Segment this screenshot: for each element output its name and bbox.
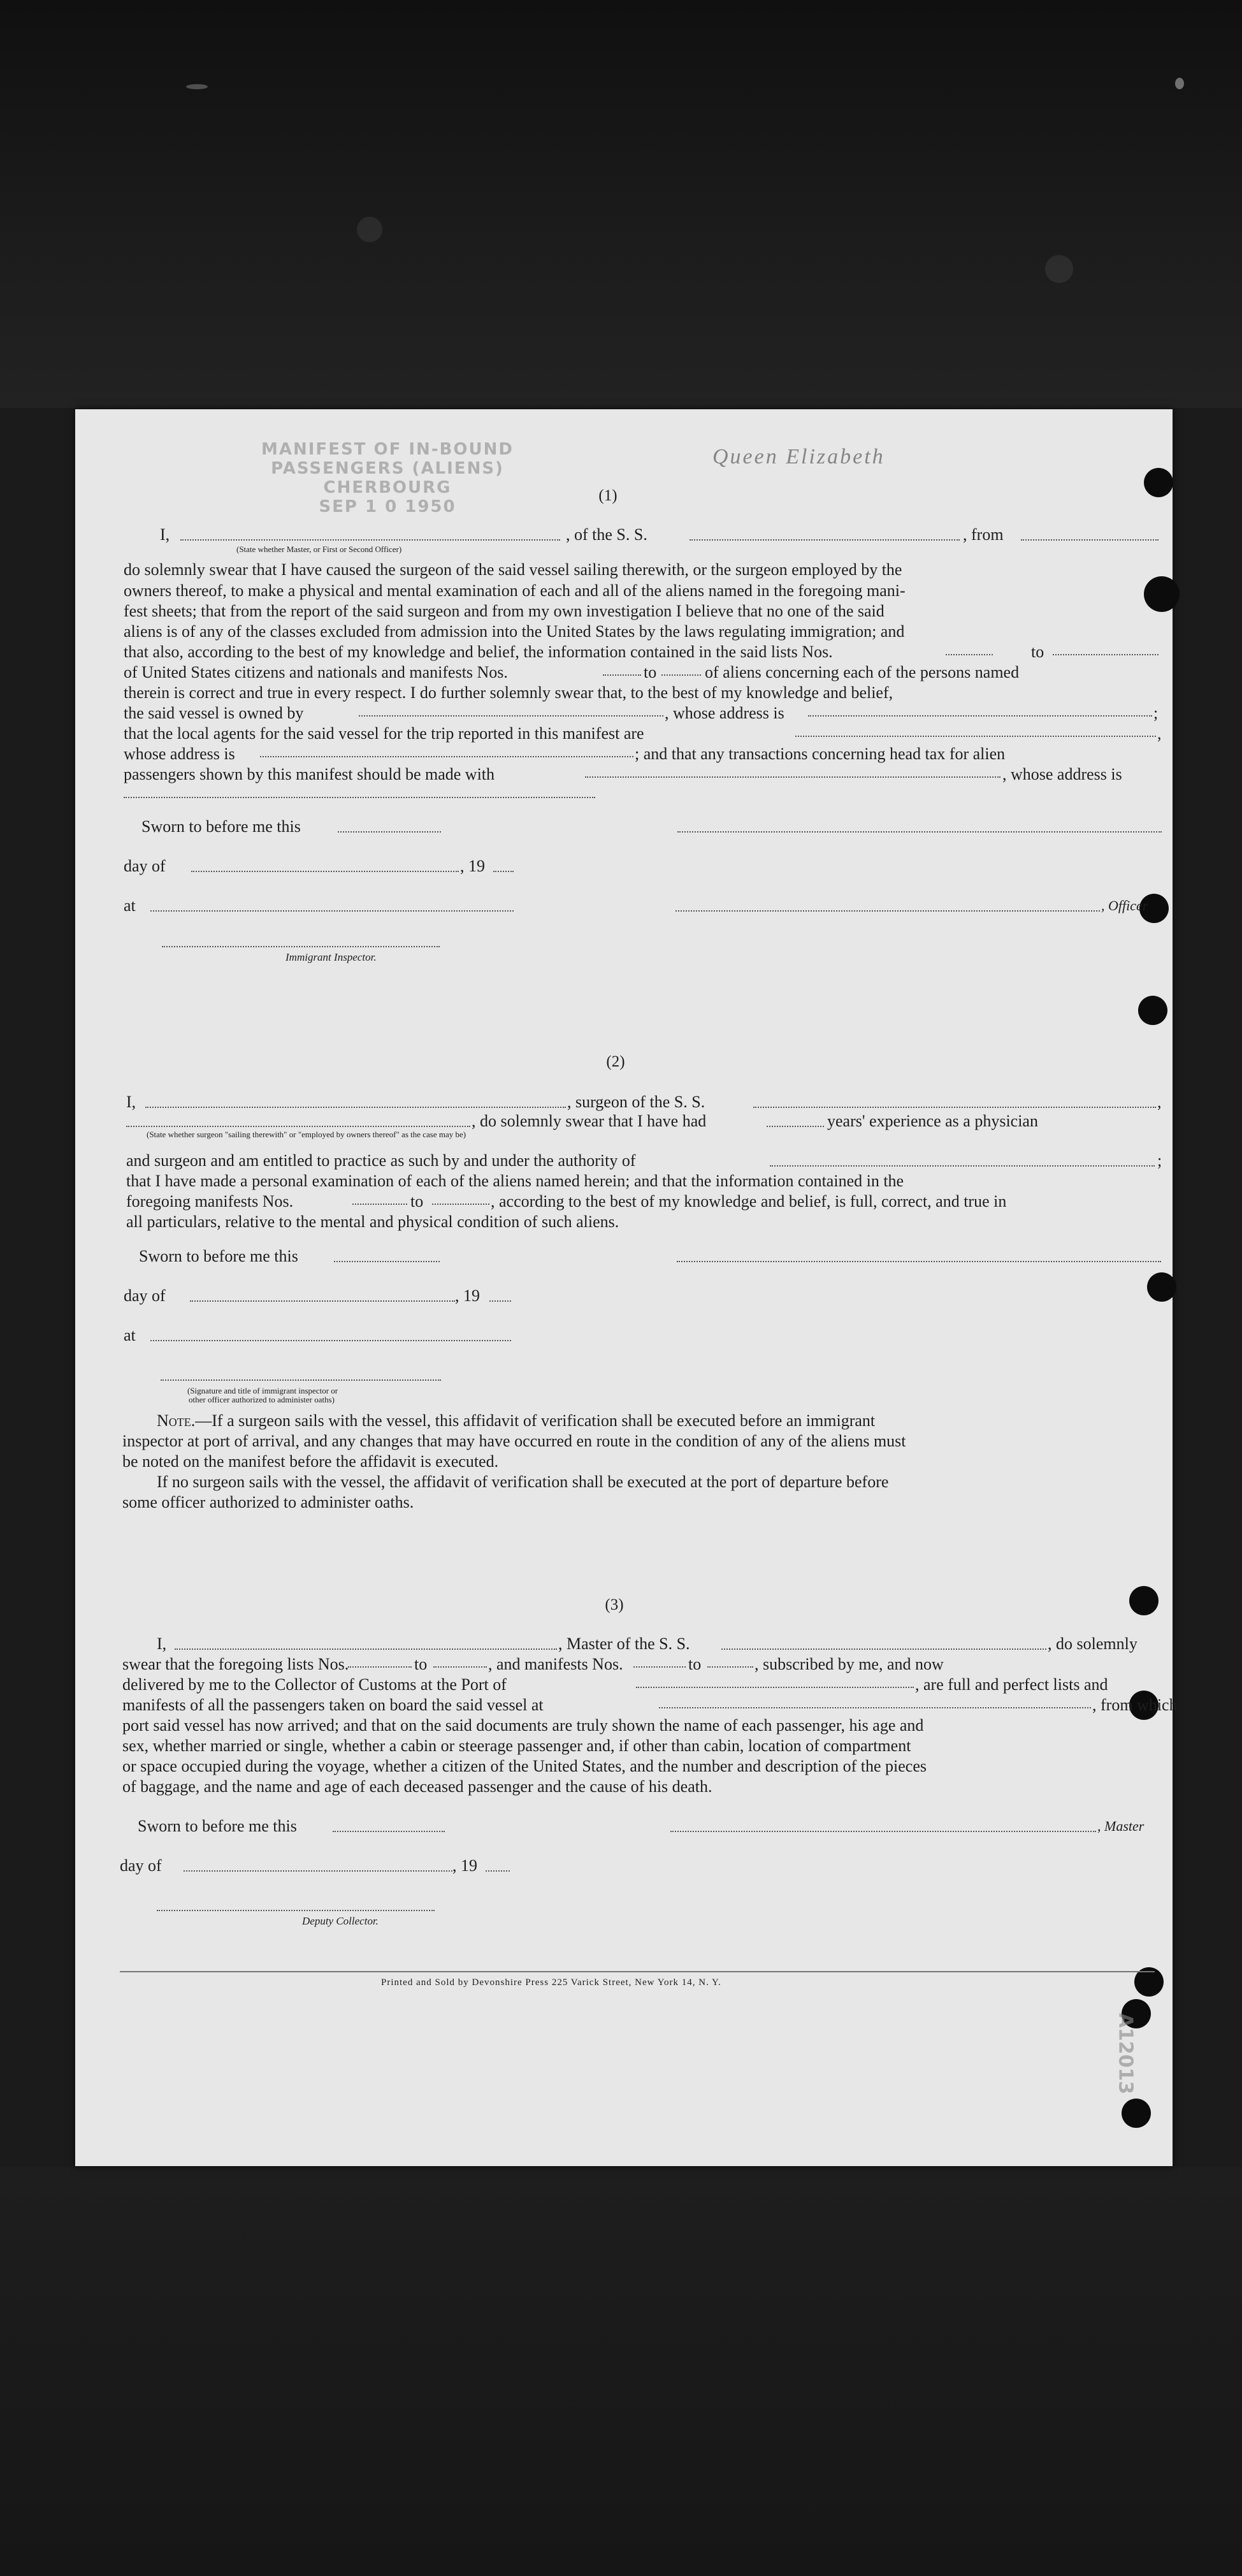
- s1-whose-address: , whose address is: [1002, 765, 1122, 783]
- punch-hole: [1144, 576, 1180, 612]
- s3-sworn: Sworn to before me this: [138, 1817, 297, 1835]
- s1-agents-field[interactable]: [795, 736, 1156, 737]
- s2-sig-caption: other officer authorized to administer oaths): [189, 1395, 335, 1404]
- document-page: [75, 409, 1178, 2166]
- s1-signature-field[interactable]: [677, 831, 1162, 833]
- s2-year-field[interactable]: [489, 1300, 511, 1302]
- s1-para-line: the said vessel is owned by: [124, 704, 304, 722]
- punch-hole: [1138, 996, 1167, 1025]
- handwritten-ship-name: Queen Elizabeth: [712, 445, 885, 469]
- s2-sworn: Sworn to before me this: [139, 1247, 298, 1265]
- s2-year: , 19: [455, 1286, 480, 1305]
- s1-para-line: therein is correct and true in every respect. I do further solemnly swear that, to the best of my knowledge and belief,: [124, 683, 893, 702]
- s1-headtax-field[interactable]: [585, 776, 1000, 778]
- s1-para-line: that the local agents for the said vessel for the trip reported in this manifest are: [124, 724, 644, 743]
- s1-para-line: aliens is of any of the classes excluded from admission into the United States by the laws regulating immigration; and: [124, 622, 905, 641]
- s3-year: , 19: [452, 1856, 477, 1875]
- film-speck: [1045, 255, 1073, 283]
- punch-hole: [1144, 468, 1173, 497]
- s3-line1-prefix: I,: [157, 1634, 167, 1653]
- s2-line4: that I have made a personal examination of each of the aliens named herein; and that the information contained in the: [126, 1172, 904, 1190]
- s3-line2d: to: [688, 1655, 702, 1673]
- s2-manifests-from-field[interactable]: [352, 1204, 407, 1205]
- s1-whose-address: , whose address is: [665, 704, 784, 722]
- section-1-number: (1): [598, 487, 617, 504]
- s2-day-of: day of: [124, 1286, 166, 1305]
- s3-ship-field[interactable]: [721, 1648, 1046, 1650]
- s3-port-field[interactable]: [636, 1687, 914, 1688]
- manifest-stamp: [222, 440, 553, 516]
- s1-manifests-to-field[interactable]: [661, 674, 701, 676]
- s3-lists-from-field[interactable]: [348, 1666, 412, 1668]
- s1-line1-mid: , of the S. S.: [566, 525, 647, 544]
- s1-officer-field[interactable]: [180, 539, 560, 541]
- s2-line5c: , according to the best of my knowledge and belief, is full, correct, and true in: [491, 1192, 1007, 1211]
- s2-line5a: foregoing manifests Nos.: [126, 1192, 294, 1211]
- s2-ship-field[interactable]: [753, 1107, 1156, 1108]
- s1-aliens-tail: of aliens concerning each of the persons named: [705, 663, 1020, 681]
- film-speck: [1175, 78, 1184, 89]
- s1-lists-to-field[interactable]: [1053, 654, 1159, 655]
- s1-headtax-tail: ; and that any transactions concerning head tax for alien: [635, 745, 1006, 763]
- s2-status-field[interactable]: [126, 1126, 470, 1127]
- s1-owner-field[interactable]: [359, 715, 663, 717]
- s1-agents-address-field[interactable]: [260, 756, 633, 757]
- s1-lists-from-field[interactable]: [946, 654, 993, 655]
- s3-day-field[interactable]: [184, 1870, 452, 1872]
- s2-manifests-to-field[interactable]: [432, 1204, 489, 1205]
- s2-note-line: If no surgeon sails with the vessel, the affidavit of verification shall be executed at the port of departure before: [157, 1473, 889, 1491]
- s1-year-field[interactable]: [493, 871, 514, 872]
- s3-collector-caption: Deputy Collector.: [302, 1915, 379, 1927]
- s2-sworn-date-field[interactable]: [334, 1261, 440, 1262]
- stamp-line: SEP 1 0 1950: [319, 497, 456, 516]
- s2-line5b: to: [410, 1192, 424, 1211]
- s1-semicolon: ;: [1153, 704, 1159, 722]
- s2-note-line: inspector at port of arrival, and any changes that may have occurred en route in the condition of any of the aliens must: [122, 1432, 906, 1450]
- s1-day-of: day of: [124, 857, 166, 875]
- s2-authority-field[interactable]: [770, 1165, 1155, 1167]
- s1-para-line: passengers shown by this manifest should be made with: [124, 765, 495, 783]
- s3-line2e: , subscribed by me, and now: [755, 1655, 944, 1673]
- s1-manifests-from-field[interactable]: [603, 674, 641, 676]
- punch-hole: [1129, 1586, 1159, 1615]
- s1-para-line: whose address is: [124, 745, 235, 763]
- s1-inspector-sign-field[interactable]: [162, 946, 440, 947]
- s2-line1-mid: , surgeon of the S. S.: [567, 1093, 705, 1111]
- s2-semicolon: ;: [1157, 1151, 1162, 1170]
- s3-master: , Master: [1097, 1818, 1145, 1834]
- s1-line1-prefix: I,: [160, 525, 170, 544]
- s3-master-sign-field[interactable]: [670, 1831, 1096, 1832]
- stamp-line: MANIFEST OF IN-BOUND PASSENGERS (ALIENS): [261, 440, 514, 478]
- s2-status-caption: (State whether surgeon "sailing therewith" or "employed by owners thereof" as the case may be): [147, 1130, 466, 1139]
- s2-note-line: some officer authorized to administer oaths.: [122, 1493, 414, 1511]
- punch-hole: [1147, 1272, 1176, 1302]
- s3-manifests-from-field[interactable]: [633, 1666, 686, 1668]
- s1-at: at: [124, 896, 136, 915]
- s2-at: at: [124, 1326, 136, 1344]
- s3-line4a: manifests of all the passengers taken on board the said vessel at: [122, 1696, 544, 1714]
- s2-comma: ,: [1157, 1093, 1162, 1111]
- punch-hole: [1122, 2099, 1151, 2128]
- s1-from-field[interactable]: [1021, 539, 1159, 541]
- s1-officer-sign-field[interactable]: [675, 910, 1100, 912]
- s1-to-word: to: [1031, 643, 1044, 661]
- s2-day-field[interactable]: [190, 1300, 455, 1302]
- s3-year-field[interactable]: [486, 1870, 510, 1872]
- s1-para-line: of United States citizens and nationals and manifests Nos.: [124, 663, 508, 681]
- s1-headtax-address-field[interactable]: [124, 797, 595, 798]
- s1-comma: ,: [1157, 724, 1162, 743]
- s3-line4b: , from which: [1092, 1696, 1178, 1714]
- section-3-number: (3): [605, 1596, 624, 1613]
- s3-para-line: sex, whether married or single, whether a cabin or steerage passenger and, if other than cabin, location of compartment: [122, 1736, 911, 1755]
- s3-para-line: of baggage, and the name and age of each deceased passenger and the cause of his death.: [122, 1777, 712, 1796]
- s2-note-text: —If a surgeon sails with the vessel, this affidavit of verification shall be executed before an immigrant: [195, 1411, 876, 1430]
- s1-line1-end: , from: [963, 525, 1004, 544]
- s2-line1-prefix: I,: [126, 1093, 136, 1111]
- s3-para-line: or space occupied during the voyage, whether a citizen of the United States, and the number and description of the pieces: [122, 1757, 927, 1775]
- s2-inspector-sign-field[interactable]: [161, 1379, 441, 1381]
- s2-at-field[interactable]: [150, 1340, 511, 1341]
- s2-line6: all particulars, relative to the mental and physical condition of such aliens.: [126, 1212, 619, 1231]
- s1-ship-field[interactable]: [690, 539, 960, 541]
- side-stamp: A12013: [1114, 2012, 1137, 2095]
- s3-sworn-date-field[interactable]: [333, 1831, 445, 1832]
- s2-line3: and surgeon and am entitled to practice as such by and under the authority of: [126, 1151, 636, 1170]
- footer-rule: [120, 1971, 1155, 1972]
- film-border-top: [0, 0, 1242, 408]
- s3-master-name-field[interactable]: [175, 1648, 557, 1650]
- s3-line3b: , are full and perfect lists and: [915, 1675, 1108, 1694]
- s3-line2b: to: [414, 1655, 428, 1673]
- s1-para-line: that also, according to the best of my knowledge and belief, the information contained in the said lists Nos.: [124, 643, 833, 661]
- s1-para-line: fest sheets; that from the report of the said surgeon and from my own investigation I believe that no one of the said: [124, 602, 885, 620]
- s3-embark-port-field[interactable]: [659, 1707, 1091, 1708]
- s1-year: , 19: [460, 857, 485, 875]
- s2-note-line: [157, 1410, 875, 1431]
- s3-collector-sign-field[interactable]: [157, 1910, 435, 1911]
- s3-line3a: delivered by me to the Collector of Customs at the Port of: [122, 1675, 507, 1694]
- s2-note-label: Note.: [157, 1411, 196, 1430]
- s1-para-line: owners thereof, to make a physical and mental examination of each and all of the aliens named in the foregoing mani-: [124, 581, 906, 600]
- section-2-number: (2): [606, 1053, 625, 1070]
- s1-at-field[interactable]: [150, 910, 514, 912]
- s3-line1-end: , do solemnly: [1048, 1634, 1137, 1653]
- s3-line1-mid: , Master of the S. S.: [558, 1634, 690, 1653]
- s3-lists-to-field[interactable]: [433, 1666, 487, 1668]
- s3-para-line: port said vessel has now arrived; and that on the said documents are truly shown the name of each passenger, his age and: [122, 1716, 924, 1735]
- s1-inspector-caption: Immigrant Inspector.: [285, 951, 377, 963]
- s2-surgeon-name-field[interactable]: [145, 1107, 566, 1108]
- s1-to-word: to: [644, 663, 657, 681]
- film-border-bottom: [0, 2167, 1242, 2576]
- film-speck: [357, 217, 382, 242]
- s3-day-of: day of: [120, 1856, 162, 1875]
- stamp-line: CHERBOURG: [323, 478, 452, 497]
- s1-para-line: do solemnly swear that I have caused the surgeon of the said vessel sailing therewith, or the surgeon employed by the: [124, 560, 902, 579]
- s1-owner-address-field[interactable]: [808, 715, 1152, 717]
- s2-note-line: be noted on the manifest before the affidavit is executed.: [122, 1452, 499, 1471]
- s3-line2a: swear that the foregoing lists Nos.: [122, 1655, 349, 1673]
- s3-line2c: , and manifests Nos.: [488, 1655, 623, 1673]
- s1-officer: , Officer: [1101, 898, 1148, 913]
- s1-day-field[interactable]: [191, 871, 459, 872]
- s2-signature-field[interactable]: [677, 1261, 1161, 1262]
- s3-manifests-to-field[interactable]: [707, 1666, 753, 1668]
- s2-line2-mid: , do solemnly swear that I have had: [472, 1112, 707, 1130]
- s1-sworn-date-field[interactable]: [338, 831, 441, 833]
- s2-line2-end: years' experience as a physician: [827, 1112, 1038, 1130]
- s1-sworn: Sworn to before me this: [141, 817, 301, 836]
- film-speck: [186, 84, 208, 89]
- s2-sig-caption: (Signature and title of immigrant inspector or: [187, 1386, 338, 1395]
- s2-years-field[interactable]: [767, 1126, 824, 1127]
- printer-imprint: Printed and Sold by Devonshire Press 225 Varick Street, New York 14, N. Y.: [381, 1977, 721, 1988]
- s1-officer-caption: (State whether Master, or First or Second Officer): [236, 544, 402, 554]
